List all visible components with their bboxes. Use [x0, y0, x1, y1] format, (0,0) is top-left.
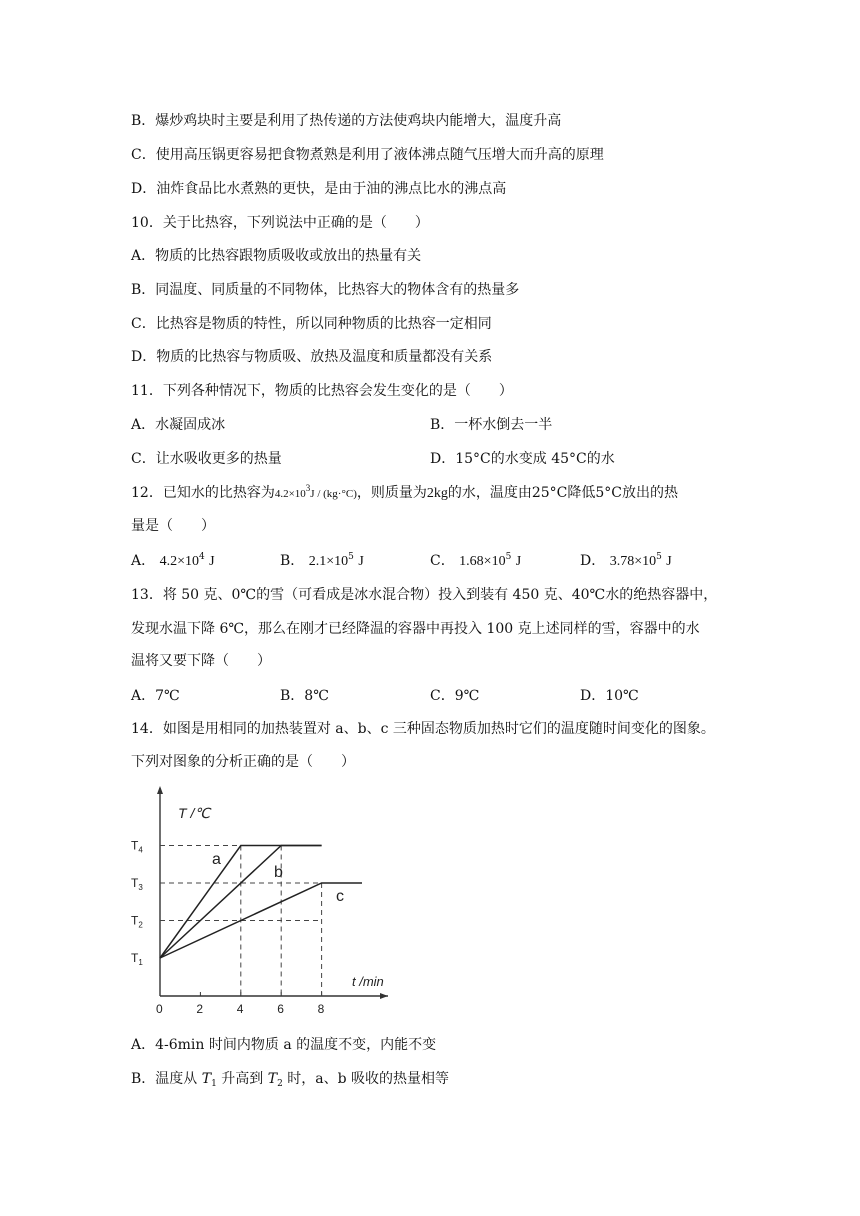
- q12-option-c-exp: 5: [505, 552, 512, 562]
- q14-option-b-t2: T: [267, 1071, 278, 1087]
- q10-stem: 10．关于比热容，下列说法中正确的是（ ）: [131, 215, 429, 231]
- q12-stem-line2: 量是（ ）: [131, 518, 215, 534]
- q12-option-c-label: C．: [430, 553, 455, 569]
- q14-option-b-pre: B．温度从: [131, 1071, 202, 1087]
- q12-option-a-label: A．: [131, 553, 156, 569]
- q12-option-d-exp: 5: [656, 552, 662, 562]
- q12-c-value: [274, 483, 357, 500]
- q11-option-a: A．水凝固成冰: [131, 417, 226, 433]
- q14-option-b-post: 时，a、b 吸收的热量相等: [282, 1071, 450, 1087]
- y-axis-label: T /℃: [178, 805, 211, 821]
- q12-mass: 2kg: [426, 486, 448, 501]
- x-tick-label-2: 2: [196, 1002, 204, 1016]
- q9-option-d: D．油炸食品比水煮熟的更快，是由于油的沸点比水的沸点高: [131, 181, 507, 197]
- q12-option-b-base: 2.1×10: [308, 554, 349, 569]
- q12-stem-mid: ，则质量为: [356, 485, 427, 501]
- q13-option-a: A．7℃: [131, 688, 180, 704]
- q12-option-a-unit: J: [209, 554, 215, 569]
- series-b-label: b: [274, 864, 283, 881]
- x-axis-label: t /min: [352, 974, 384, 989]
- y-axis-arrow: [157, 786, 163, 794]
- q14-line2: 下列对图象的分析正确的是（ ）: [131, 754, 355, 770]
- q12-stem-post: 的水，温度由25°C降低5°C放出的热: [447, 485, 679, 501]
- q12-option-d-base: 3.78×10: [609, 554, 657, 569]
- q12-option-b-label: B．: [280, 553, 305, 569]
- q11-option-d: D．15°C的水变成 45°C的水: [430, 451, 615, 467]
- q12-option-a-base: 4.2×10: [159, 554, 199, 569]
- q12-c-base: 4.2×10: [274, 488, 306, 500]
- q10-option-d: D．物质的比热容与物质吸、放热及温度和质量都没有关系: [131, 349, 493, 365]
- q14-option-b-mid: 升高到: [216, 1071, 268, 1087]
- x-axis-arrow: [380, 993, 388, 999]
- x-tick-label-6: 6: [277, 1002, 284, 1016]
- q13-option-d: D．10℃: [580, 688, 639, 704]
- q12-stem-pre: 12．已知水的比热容为: [131, 485, 275, 501]
- q14-option-b: [131, 1069, 449, 1089]
- q12-option-b-exp: 5: [348, 552, 354, 562]
- q13-line1: 13．将 50 克、0℃的雪（可看成是冰水混合物）投入到装有 450 克、40℃水的绝热容器中，: [131, 587, 718, 603]
- q12-c-unit: J / (kg·°C): [310, 488, 357, 500]
- x-tick-label-0: 0: [156, 1002, 163, 1016]
- y-tick-label-T4: $T_4$: [131, 838, 143, 855]
- q14-option-a: A．4-6min 时间内物质 a 的温度不变，内能不变: [131, 1037, 437, 1053]
- q11-stem: 11．下列各种情况下，物质的比热容会发生变化的是（ ）: [131, 383, 513, 399]
- q13-option-b: B．8℃: [280, 688, 329, 704]
- q12-option-c-unit: J: [515, 554, 522, 569]
- q12-option-c: [430, 551, 521, 572]
- q13-line3: 温将又要下降（ ）: [131, 653, 271, 669]
- x-tick-label-8: 8: [317, 1002, 325, 1016]
- x-tick-label-4: 4: [236, 1002, 244, 1016]
- q12-option-a-exp: 4: [198, 552, 205, 562]
- temperature-time-graph: [130, 780, 400, 1020]
- q12-option-b: [280, 551, 364, 572]
- q9-option-b: B．爆炒鸡块时主要是利用了热传递的方法使鸡块内能增大，温度升高: [131, 113, 562, 129]
- q14-option-b-t2-sub: 2: [277, 1079, 283, 1089]
- q12-option-a: [131, 551, 215, 572]
- q10-option-b: B．同温度、同质量的不同物体，比热容大的物体含有的热量多: [131, 282, 520, 298]
- q12-option-d-label: D．: [580, 553, 606, 569]
- q11-option-b: B．一杯水倒去一半: [430, 417, 553, 433]
- q12-c-exp: 3: [305, 483, 311, 493]
- y-tick-label-T3: $T_3$: [131, 876, 143, 892]
- y-tick-label-T1: $T_1$: [131, 951, 143, 967]
- q10-option-a: A．物质的比热容跟物质吸收或放出的热量有关: [131, 248, 422, 264]
- q12-option-c-base: 1.68×10: [459, 554, 506, 569]
- q9-option-c: C．使用高压锅更容易把食物煮熟是利用了液体沸点随气压增大而升高的原理: [131, 147, 604, 163]
- q14-line1: 14．如图是用相同的加热装置对 a、b、c 三种固态物质加热时它们的温度随时间变化的图象。: [131, 721, 715, 737]
- q14-option-b-t1-sub: 1: [211, 1079, 217, 1089]
- q12-stem: [131, 483, 678, 504]
- q13-option-c: C．9℃: [430, 688, 480, 704]
- q13-line2: 发现水温下降 6℃，那么在刚才已经降温的容器中再投入 100 克上述同样的雪，容器中的水: [131, 621, 700, 637]
- q12-option-d-unit: J: [666, 554, 672, 569]
- y-tick-label-T2: $T_2$: [131, 913, 143, 930]
- q11-option-c: C．让水吸收更多的热量: [131, 451, 282, 467]
- series-a-label: a: [212, 851, 221, 868]
- q14-option-b-t1: T: [201, 1071, 212, 1087]
- q12-option-b-unit: J: [358, 554, 364, 569]
- q10-option-c: C．比热容是物质的特性，所以同种物质的比热容一定相同: [131, 316, 492, 332]
- series-c-label: c: [336, 888, 344, 905]
- q12-option-d: [580, 551, 672, 572]
